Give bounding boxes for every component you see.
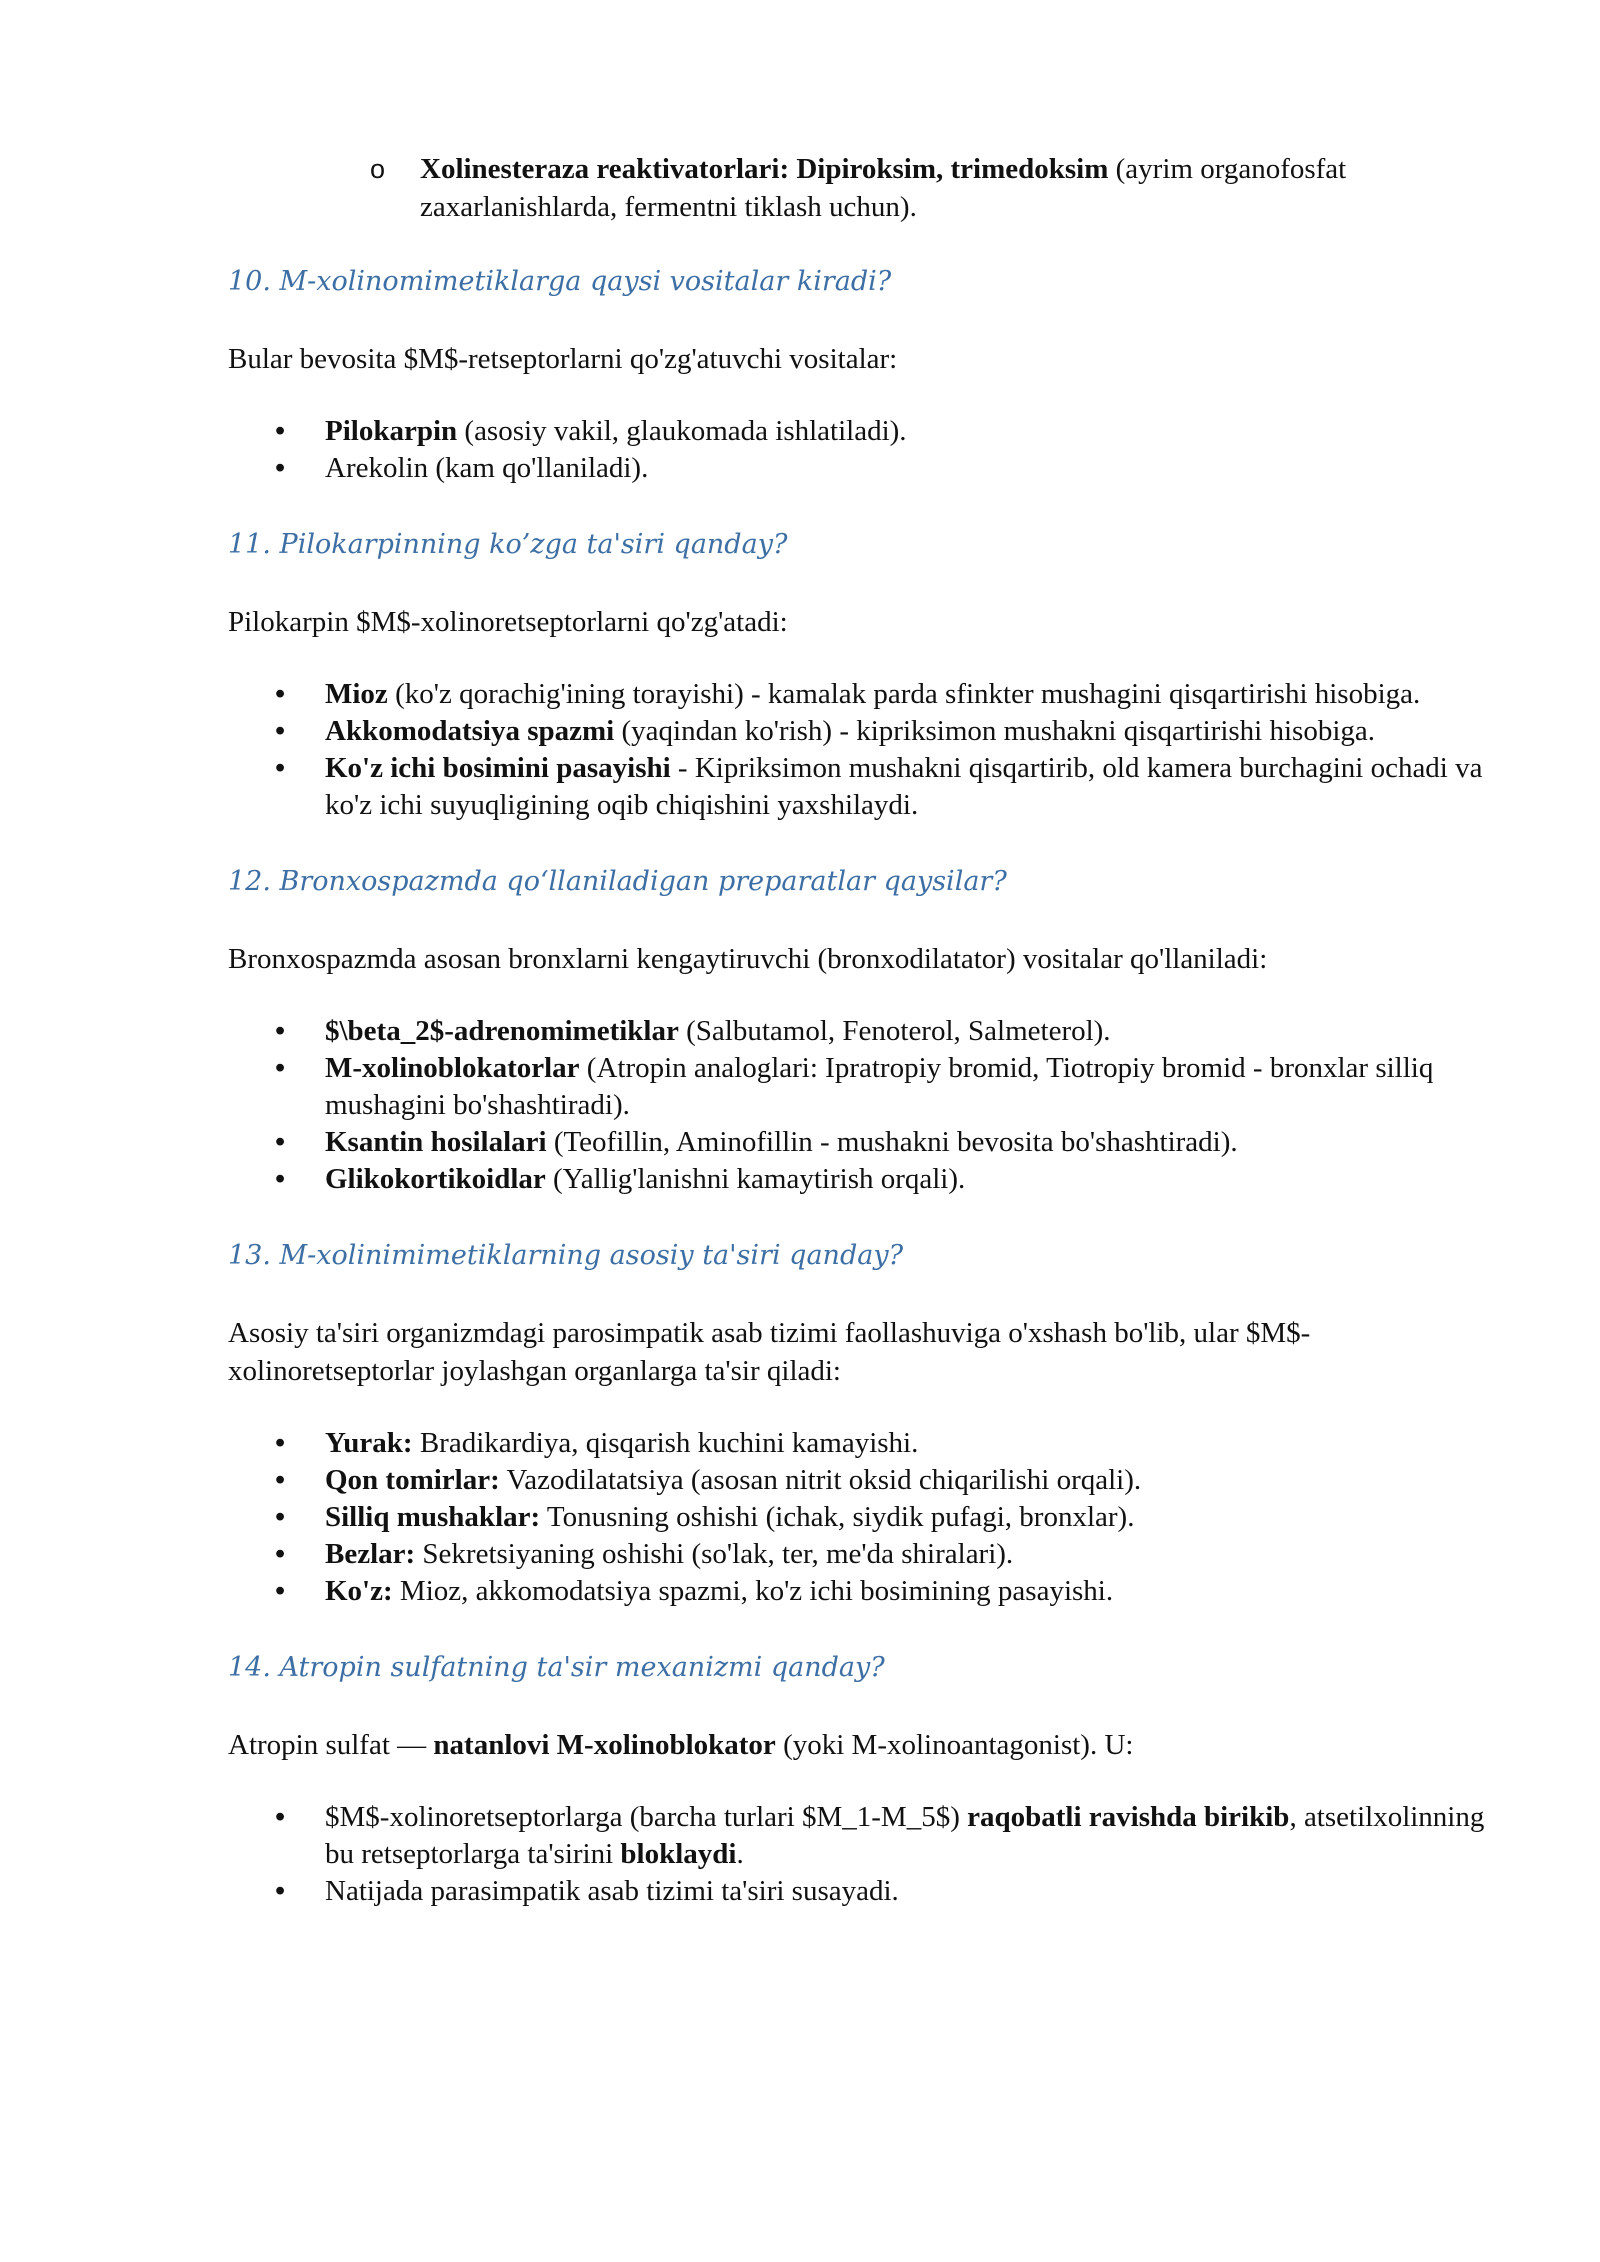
item-bold: Ksantin hosilalari <box>325 1126 547 1158</box>
list-item <box>228 750 1488 824</box>
item-text: , atsetilxolinning bu retseptorlarga ta'sirini <box>325 1801 1485 1870</box>
section-lead <box>228 1726 1488 1764</box>
document-content <box>228 262 1488 1910</box>
question-heading: 13. M-xolinimimetiklarning asosiy ta'siri qanday? <box>228 1240 904 1271</box>
item-bold: Ko'z: <box>325 1575 393 1607</box>
item-bold: Mioz <box>325 678 388 710</box>
item-bold: Pilokarpin <box>325 415 458 447</box>
bullet-list <box>228 1013 1488 1198</box>
item-bold: Xolinesteraza reaktivatorlari: Dipiroksim, trimedoksim <box>420 153 1109 185</box>
item-text: $M$-xolinoretseptorlarga (barcha turlari $M_1-M_5$) <box>325 1801 968 1833</box>
list-item <box>228 676 1488 713</box>
question-heading: 14. Atropin sulfatning ta'sir mexanizmi qanday? <box>228 1652 885 1683</box>
section-12 <box>228 862 1488 1198</box>
list-item <box>228 450 1488 487</box>
list-item <box>228 1161 1488 1198</box>
item-bold: raqobatli ravishda birikib <box>967 1801 1290 1833</box>
item-text: (Yallig'lanishni kamaytirish orqali). <box>545 1163 966 1195</box>
list-item <box>228 1799 1488 1873</box>
section-lead: Bular bevosita $M$-retseptorlarni qo'zg'atuvchi vositalar: <box>228 343 898 375</box>
item-text: (Teofillin, Aminofillin - mushakni bevosita bo'shashtiradi). <box>546 1126 1238 1158</box>
list-item <box>228 1462 1488 1499</box>
item-text: Bradikardiya, qisqarish kuchini kamayishi. <box>412 1427 919 1459</box>
item-bold: M-xolinoblokatorlar <box>325 1052 580 1084</box>
item-text: - Kipriksimon mushakni qisqartirib, old kamera burchagini ochadi va ko'z ichi suyuqligining oqib chiqishini yaxshilaydi. <box>325 752 1483 821</box>
section-11 <box>228 525 1488 824</box>
list-item <box>228 1013 1488 1050</box>
item-bold: bloklaydi <box>620 1838 737 1870</box>
bullet-list <box>228 676 1488 824</box>
item-text: Sekretsiyaning oshishi (so'lak, ter, me'da shiralari). <box>415 1538 1014 1570</box>
item-text: Arekolin (kam qo'llaniladi). <box>325 452 649 484</box>
item-bold: Qon tomirlar: <box>325 1464 500 1496</box>
item-text: (Salbutamol, Fenoterol, Salmeterol). <box>678 1015 1111 1047</box>
item-text: (asosiy vakil, glaukomada ishlatiladi). <box>457 415 907 447</box>
section-14 <box>228 1648 1488 1910</box>
item-text: (ayrim organofosfat zaxarlanishlarda, fermentni tiklash uchun). <box>420 153 1347 223</box>
lead-text: Atropin sulfat — <box>228 1729 434 1761</box>
item-text: Mioz, akkomodatsiya spazmi, ko'z ichi bosimining pasayishi. <box>392 1575 1114 1607</box>
item-text: (Atropin analoglari: Ipratropiy bromid, Tiotropiy bromid - bronxlar silliq mushagini bo'shashtiradi). <box>325 1052 1434 1121</box>
list-item <box>228 1536 1488 1573</box>
item-bold: Silliq mushaklar: <box>325 1501 541 1533</box>
lead-text: (yoki M-xolinoantagonist). U: <box>775 1729 1134 1761</box>
section-13 <box>228 1236 1488 1610</box>
item-text: Vazodilatatsiya (asosan nitrit oksid chiqarilishi orqali). <box>499 1464 1142 1496</box>
top-list-item <box>370 150 1480 226</box>
list-item <box>228 1124 1488 1161</box>
bullet-list <box>228 1799 1488 1910</box>
item-bold: $\beta_2$-adrenomimetiklar <box>325 1015 679 1047</box>
item-text: (yaqindan ko'rish) - kipriksimon mushakni qisqartirishi hisobiga. <box>614 715 1376 747</box>
item-text: Tonusning oshishi (ichak, siydik pufagi, bronxlar). <box>540 1501 1135 1533</box>
bullet-list <box>228 1425 1488 1610</box>
question-heading: 11. Pilokarpinning ko’zga ta'siri qanday? <box>228 529 788 560</box>
list-marker: o <box>370 154 386 184</box>
question-heading: 12. Bronxospazmda qoʻllaniladigan preparatlar qaysilar? <box>228 866 1007 897</box>
section-lead: Asosiy ta'siri organizmdagi parosimpatik asab tizimi faollashuviga o'xshash bo'lib, ular $M$-xolinoretseptorlar joylashgan organlarga ta'sir qiladi: <box>228 1317 1311 1387</box>
list-item <box>228 413 1488 450</box>
bullet-list <box>228 413 1488 487</box>
list-item <box>228 713 1488 750</box>
list-item <box>228 1873 1488 1910</box>
list-item <box>228 1425 1488 1462</box>
section-lead: Bronxospazmda asosan bronxlarni kengaytiruvchi (bronxodilatator) vositalar qo'llaniladi: <box>228 943 1268 975</box>
list-item <box>228 1573 1488 1610</box>
section-10 <box>228 262 1488 487</box>
question-heading: 10. M-xolinomimetiklarga qaysi vositalar kiradi? <box>228 266 892 297</box>
item-bold: Bezlar: <box>325 1538 416 1570</box>
list-item-text <box>420 150 1480 226</box>
item-text: (ko'z qorachig'ining torayishi) - kamalak parda sfinkter mushagini qisqartirishi hisobiga. <box>387 678 1421 710</box>
list-item <box>228 1499 1488 1536</box>
item-bold: Ko'z ichi bosimini pasayishi <box>325 752 671 784</box>
item-bold: Akkomodatsiya spazmi <box>325 715 615 747</box>
list-item <box>228 1050 1488 1124</box>
item-text: Natijada parasimpatik asab tizimi ta'siri susayadi. <box>325 1875 899 1907</box>
lead-bold: natanlovi M-xolinoblokator <box>433 1729 776 1761</box>
item-bold: Glikokortikoidlar <box>325 1163 546 1195</box>
section-lead: Pilokarpin $M$-xolinoretseptorlarni qo'zg'atadi: <box>228 606 788 638</box>
item-bold: Yurak: <box>325 1427 413 1459</box>
item-text: . <box>736 1838 744 1870</box>
